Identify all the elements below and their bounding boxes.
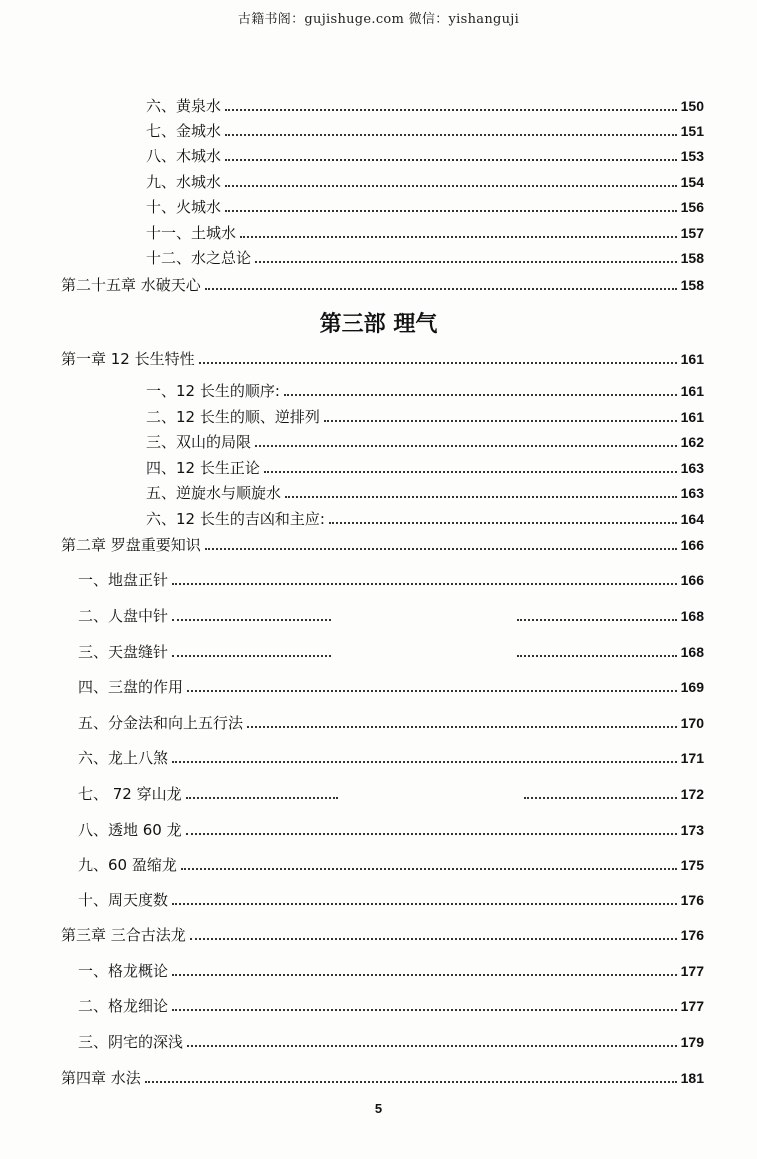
leader-dots [225,210,677,212]
toc-entry-page: 168 [680,608,704,624]
leader-dots [172,1009,677,1011]
toc-entry-page: 157 [680,225,704,241]
leader-dots [517,619,676,621]
toc-entry[interactable] [146,224,704,242]
toc-entry-title: 第四章 水法 [61,1069,141,1087]
toc-chapter[interactable] [61,536,704,554]
toc-entry[interactable] [78,962,704,980]
toc-entry[interactable] [146,249,704,267]
toc-entry-title: 七、 72 穿山龙 [78,785,182,803]
toc-entry-title: 十、火城水 [146,198,222,216]
toc-entry-title: 五、分金法和向上五行法 [78,714,244,732]
toc-entry[interactable] [146,510,704,528]
toc-entry-title: 十、周天度数 [78,891,169,909]
toc-entry-page: 153 [680,148,704,164]
toc-entry-title: 三、双山的局限 [146,433,252,451]
toc-entry-page: 179 [680,1034,704,1050]
toc-entry-title: 三、阴宅的深浅 [78,1033,184,1051]
toc-entry-title: 一、地盘正针 [78,571,169,589]
leader-dots [284,394,677,396]
toc-entry[interactable] [78,997,704,1015]
toc-entry-page: 177 [680,998,704,1014]
leader-dots [285,496,677,498]
leader-dots [186,797,339,799]
toc-entry-title: 三、天盘缝针 [78,643,169,661]
toc-entry-page: 176 [680,927,704,943]
toc-entry-title: 四、12 长生正论 [146,459,260,477]
toc-entry[interactable] [146,382,704,400]
leader-dots [187,690,677,692]
toc-entry-title: 八、透地 60 龙 [78,821,182,839]
leader-dots [172,761,677,763]
leader-dots [247,726,677,728]
toc-entry[interactable] [78,643,704,661]
toc-entry-title: 九、水城水 [146,173,222,191]
leader-dots [524,797,677,799]
toc-entry-title: 第一章 12 长生特性 [61,350,195,368]
watermark-header: 古籍书阁：gujishuge.com 微信：yishanguji [237,12,520,27]
toc-chapter[interactable] [61,926,704,944]
toc-entry[interactable] [146,173,704,191]
leader-dots [225,134,677,136]
toc-entry-title: 第二章 罗盘重要知识 [61,536,201,554]
toc-entry-title: 二、格龙细论 [78,997,169,1015]
toc-entry-title: 一、12 长生的顺序: [146,382,280,400]
toc-entry-title: 二、12 长生的顺、逆排列 [146,408,320,426]
toc-entry[interactable] [78,714,704,732]
leader-dots [225,109,677,111]
toc-entry-title: 第二十五章 水破天心 [61,276,201,294]
toc-entry[interactable] [78,607,704,625]
toc-entry-page: 170 [680,715,704,731]
toc-entry-page: 169 [680,679,704,695]
toc-entry-page: 163 [680,460,704,476]
toc-entry-title: 第三章 三合古法龙 [61,926,186,944]
toc-entry-page: 163 [680,485,704,501]
leader-dots [240,236,677,238]
toc-entry[interactable] [78,1033,704,1051]
toc-entry[interactable] [78,891,704,909]
toc-entry[interactable] [146,147,704,165]
toc-entry[interactable] [78,856,704,874]
leader-dots [255,445,677,447]
toc-entry-page: 166 [680,537,704,553]
toc-entry[interactable] [146,459,704,477]
toc-entry[interactable] [146,97,704,115]
toc-entry[interactable] [146,484,704,502]
part-title: 第三部 理气 [319,311,438,337]
toc-entry-page: 162 [680,434,704,450]
toc-entry-page: 168 [680,644,704,660]
toc-entry[interactable] [146,122,704,140]
toc-entry[interactable] [146,433,704,451]
toc-entry[interactable] [78,571,704,589]
leader-dots [187,1045,677,1047]
leader-dots [264,471,677,473]
toc-entry-title: 一、格龙概论 [78,962,169,980]
toc-entry[interactable] [78,678,704,696]
toc-entry[interactable] [78,821,704,839]
leader-dots [225,185,677,187]
toc-entry[interactable] [146,408,704,426]
leader-dots [172,903,677,905]
toc-entry-page: 154 [680,174,704,190]
leader-dots [172,974,677,976]
toc-entry-title: 六、龙上八煞 [78,749,169,767]
toc-entry[interactable] [78,749,704,767]
toc-entry-title: 十二、水之总论 [146,249,252,267]
toc-entry-page: 175 [680,857,704,873]
leader-dots [186,833,677,835]
toc-entry-title: 四、三盘的作用 [78,678,184,696]
leader-dots [199,362,677,364]
toc-entry-page: 161 [680,383,704,399]
page-number: 5 [374,1101,383,1116]
toc-entry-page: 158 [680,250,704,266]
leader-dots [517,655,676,657]
toc-entry[interactable] [78,785,704,803]
leader-dots [172,655,331,657]
toc-entry-page: 150 [680,98,704,114]
toc-entry-page: 176 [680,892,704,908]
toc-entry-page: 181 [680,1070,704,1086]
toc-entry-title: 七、金城水 [146,122,222,140]
toc-entry[interactable] [146,198,704,216]
leader-dots [181,868,677,870]
toc-chapter[interactable] [61,276,704,294]
toc-entry-page: 151 [680,123,704,139]
toc-entry-title: 八、木城水 [146,147,222,165]
leader-dots [172,619,331,621]
toc-entry-title: 二、人盘中针 [78,607,169,625]
toc-entry-title: 六、黄泉水 [146,97,222,115]
leader-dots [145,1081,677,1083]
leader-dots [329,522,677,524]
toc-entry-title: 五、逆旋水与顺旋水 [146,484,282,502]
toc-entry-page: 161 [680,409,704,425]
toc-chapter[interactable] [61,350,704,368]
leader-dots [172,583,677,585]
toc-entry-title: 六、12 长生的吉凶和主应: [146,510,325,528]
leader-dots [205,548,677,550]
toc-entry-page: 172 [680,786,705,802]
toc-entry-title: 十一、土城水 [146,224,237,242]
leader-dots [255,261,677,263]
toc-entry-title: 九、60 盈缩龙 [78,856,177,874]
toc-entry-page: 173 [680,822,704,838]
toc-entry-page: 164 [680,511,704,527]
toc-entry-page: 161 [680,351,704,367]
toc-chapter[interactable] [61,1069,704,1087]
leader-dots [190,938,677,940]
leader-dots [225,159,677,161]
toc-entry-page: 158 [680,277,704,293]
toc-entry-page: 177 [680,963,704,979]
leader-dots [205,288,677,290]
toc-entry-page: 166 [680,572,704,588]
toc-entry-page: 171 [680,750,704,766]
leader-dots [324,420,677,422]
toc-entry-page: 156 [680,199,704,215]
